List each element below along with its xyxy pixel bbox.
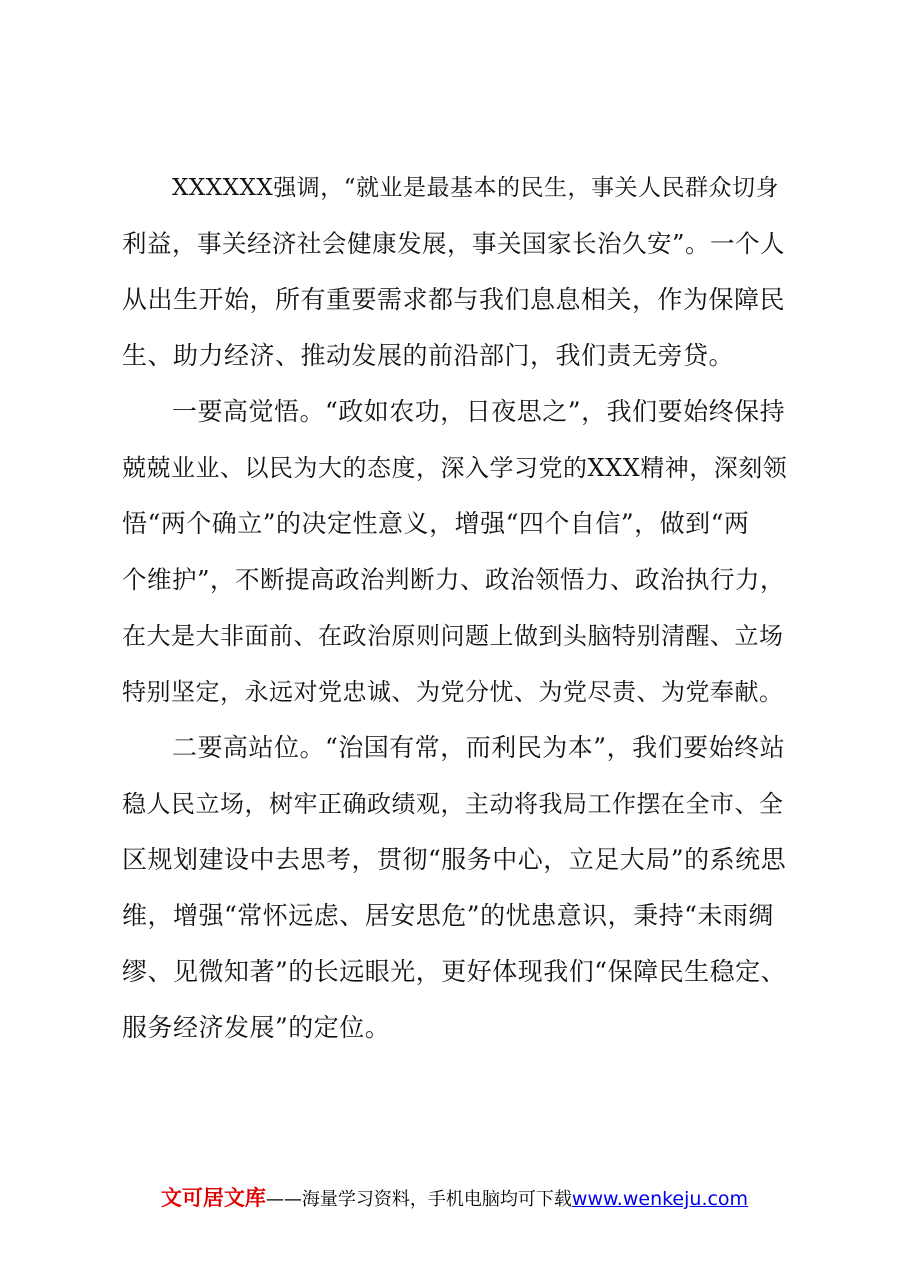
paragraph-line: 个维护”，不断提高政治判断力、政治领悟力、政治执行力， — [122, 565, 786, 594]
paragraph-line: 特别坚定，永远对党忠诚、为党分忧、为党尽责、为党奉献。 — [122, 678, 784, 706]
paragraph-line: 兢兢业业、以民为大的态度，深入学习党的XXX精神，深刻领 — [122, 454, 788, 482]
paragraph-line: 二要高站位。“治国有常，而利民为本”，我们要始终站 — [172, 733, 786, 762]
paragraph-line: 悟“两个确立”的决定性意义，增强“四个自信”，做到“两 — [122, 509, 750, 538]
paragraph-line: 缪、见微知著”的长远眼光，更好体现我们“保障民生稳定、 — [122, 957, 787, 986]
page-footer — [0, 1182, 909, 1212]
paragraph-line: 在大是大非面前、在政治原则问题上做到头脑特别清醒、立场 — [122, 622, 784, 650]
paragraph-line: XXXXXX强调，“就业是最基本的民生，事关人民群众切身 — [172, 175, 780, 201]
paragraph-line: 稳人民立场，树牢正确政绩观，主动将我局工作摆在全市、全 — [122, 790, 784, 818]
paragraph-2 — [122, 384, 790, 720]
paragraph-3 — [122, 720, 790, 1056]
document-body — [122, 160, 790, 1056]
footer-tagline: ——海量学习资料，手机电脑均可下载 — [265, 1189, 572, 1210]
footer-website-link[interactable]: www.wenkeju.com — [571, 1188, 749, 1210]
footer-brand: 文可居文库 — [160, 1186, 266, 1210]
paragraph-line: 生、助力经济、推动发展的前沿部门，我们责无旁贷。 — [122, 341, 735, 370]
paragraph-line: 利益，事关经济社会健康发展，事关国家长治久安”。一个人 — [122, 229, 786, 258]
paragraph-line: 从出生开始，所有重要需求都与我们息息相关，作为保障民 — [122, 285, 786, 314]
paragraph-1 — [122, 160, 790, 384]
paragraph-line: 维，增强“常怀远虑、居安思危”的忧患意识，秉持“未雨绸 — [122, 901, 774, 930]
paragraph-line: 服务经济发展”的定位。 — [122, 1013, 391, 1042]
paragraph-line: 一要高觉悟。“政如农功，日夜思之”，我们要始终保持 — [172, 397, 786, 426]
paragraph-line: 区规划建设中去思考，贯彻“服务中心，立足大局”的系统思 — [122, 845, 787, 874]
